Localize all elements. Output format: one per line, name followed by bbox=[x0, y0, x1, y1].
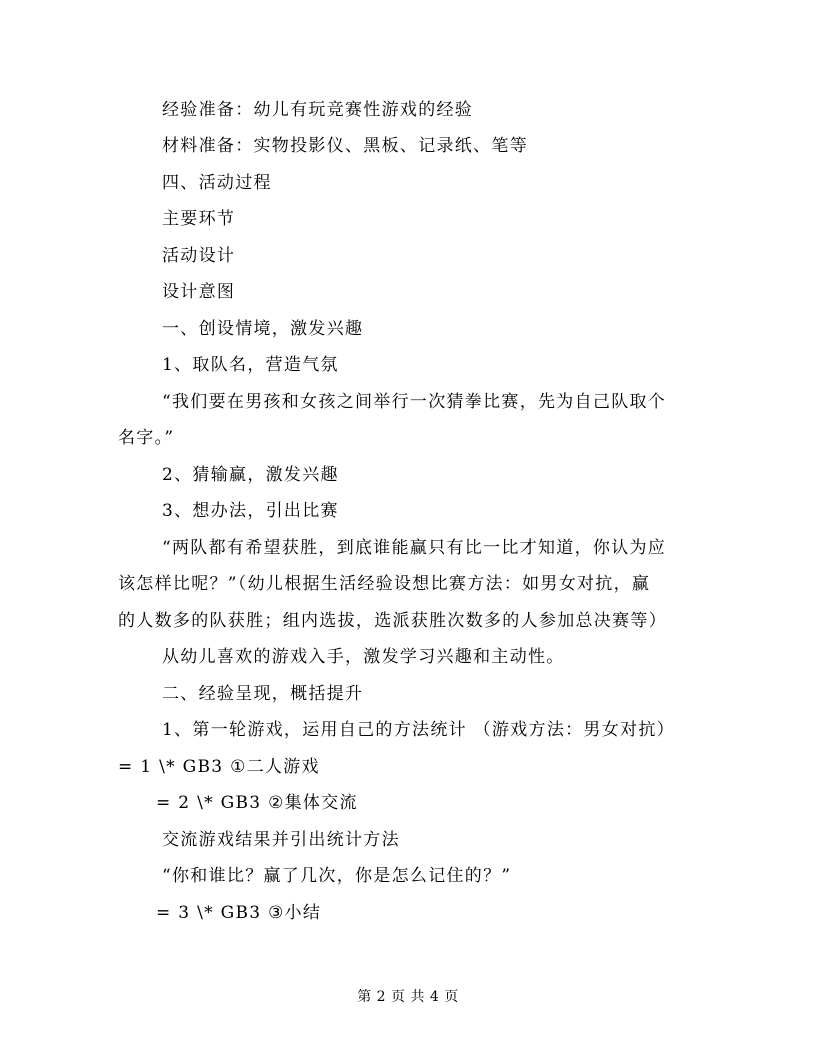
text-line-intent-note: 从幼儿喜欢的游戏入手，激发学习兴趣和主动性。 bbox=[162, 647, 565, 667]
text-line-field-code-1: = 1 \* GB3 ①二人游戏 bbox=[118, 757, 320, 777]
text-line-quote-3: “你和谁比？赢了几次，你是怎么记住的？” bbox=[162, 866, 512, 886]
page-number-footer: 第 2 页 共 4 页 bbox=[357, 989, 459, 1005]
text-line-main-steps: 主要环节 bbox=[162, 209, 236, 229]
text-line-guess-win-lose: 2、猜输赢，激发兴趣 bbox=[162, 465, 339, 485]
section-heading-experience: 二、经验呈现，概括提升 bbox=[162, 684, 364, 704]
text-line-quote-2c: 的人数多的队获胜；组内选拔，选派获胜次数多的人参加总决赛等） bbox=[118, 611, 667, 631]
section-heading-activity-process: 四、活动过程 bbox=[162, 173, 272, 193]
text-line-experience-prep: 经验准备：幼儿有玩竞赛性游戏的经验 bbox=[162, 100, 474, 120]
text-line-material-prep: 材料准备：实物投影仪、黑板、记录纸、笔等 bbox=[162, 136, 528, 156]
section-heading-create-scenario: 一、创设情境，激发兴趣 bbox=[162, 319, 364, 339]
text-line-design-intent: 设计意图 bbox=[162, 282, 236, 302]
text-line-first-round: 1、第一轮游戏，运用自己的方法统计 （游戏方法：男女对抗） bbox=[162, 720, 675, 740]
text-line-quote-1b: 名字。” bbox=[118, 428, 175, 448]
text-line-field-code-2: = 2 \* GB3 ②集体交流 bbox=[156, 793, 358, 813]
text-line-team-name: 1、取队名，营造气氛 bbox=[162, 355, 339, 375]
text-line-exchange-results: 交流游戏结果并引出统计方法 bbox=[162, 830, 400, 850]
text-line-field-code-3: = 3 \* GB3 ③小结 bbox=[156, 903, 322, 923]
text-line-think-method: 3、想办法，引出比赛 bbox=[162, 501, 339, 521]
text-line-quote-1a: “我们要在男孩和女孩之间举行一次猜拳比赛，先为自己队取个 bbox=[162, 392, 667, 412]
text-line-quote-2b: 该怎样比呢？”（幼儿根据生活经验设想比赛方法：如男女对抗，赢 bbox=[118, 574, 651, 594]
text-line-quote-2a: “两队都有希望获胜，到底谁能赢只有比一比才知道，你认为应 bbox=[162, 538, 667, 558]
text-line-activity-design: 活动设计 bbox=[162, 246, 236, 266]
